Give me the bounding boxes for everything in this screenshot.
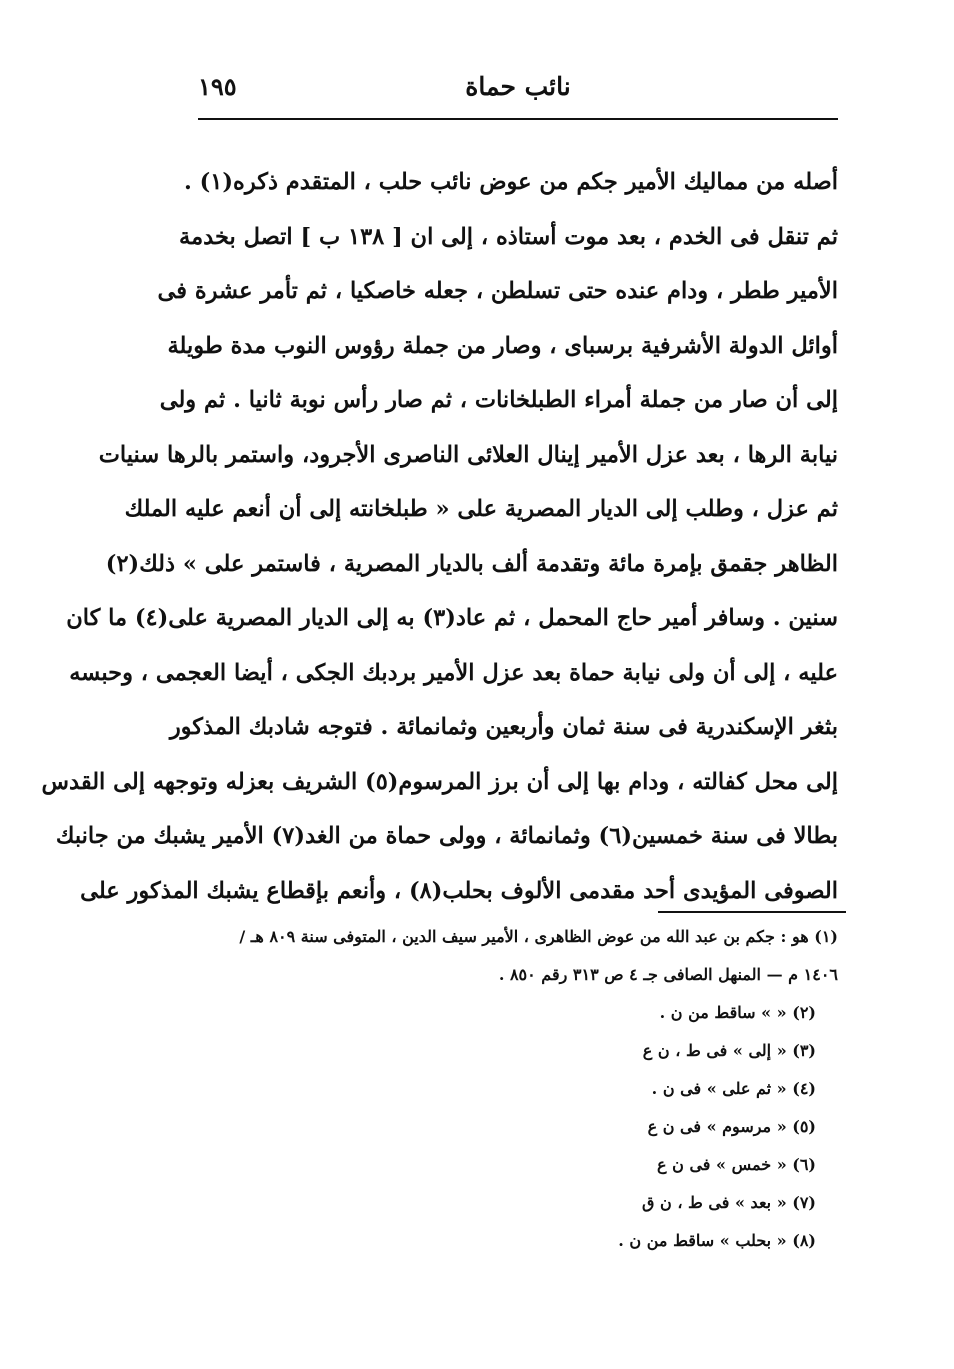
footnote-line: (٧) « بعد » فى ط ، ن ق [642,1193,816,1212]
footnote-line: (٨) « بحلب » ساقط من ن . [618,1231,816,1250]
page-header [198,70,838,114]
text-line: أصله من مماليك الأمير جكم من عوض نائب حلب ، المتقدم ذكره(١) . [183,169,838,195]
footnote-line: ١٤٠٦ م — المنهل الصافى جـ ٤ ص ٣١٣ رقم ٨٥٠ . [498,965,838,984]
footnote-rule [658,911,846,913]
text-line: أوائل الدولة الأشرفية برسباى ، وصار من جملة رؤوس النوب مدة طويلة [167,332,838,359]
text-line: الظاهر جقمق بإمرة مائة وتقدمة ألف بالديار المصرية ، فاستمر على » ذلك(٢) [105,550,838,577]
running-title: نائب حماة [465,72,571,101]
text-line: نيابة الرها ، بعد عزل الأمير إينال العلائى الناصرى الأجرود، واستمر بالرها سنيات [98,441,838,468]
text-line: بطالا فى سنة خمسين(٦) وثمانمائة ، وولى حماة من الغد(٧) الأمير يشبك من جانبك [55,823,838,849]
footnotes [198,918,838,1260]
footnote-line: (٤) « ثم على » فى ن . [651,1079,816,1098]
text-line: الصوفى المؤيدى أحد مقدمى الألوف بحلب(٨) ، وأنعم بإقطاع يشبك المذكور على [80,877,838,904]
page-number: ١٩٥ [198,72,237,101]
text-line: سنين . وسافر أمير حاج المحمل ، ثم عاد(٣) به إلى الديار المصرية على(٤) ما كان [66,605,838,631]
footnote-line: (١) هو : جكم بن عبد الله من عوض الظاهرى ، الأمير سيف الدين ، المتوفى سنة ٨٠٩ هـ / [239,927,838,946]
header-rule [198,118,838,120]
footnote-line: (٥) « مرسوم » فى ن ع [647,1117,816,1136]
footnote-line: (٢) « » ساقط من ن . [659,1003,816,1022]
text-line: الأمير ططر ، ودام عنده حتى تسلطن ، جعله خاصكيا ، ثم تأمر عشرة فى [157,278,838,304]
main-text [41,155,838,918]
footnote-line: (٣) « إلى » فى ط ، ن ع [642,1041,816,1060]
text-line: بثغر الإسكندرية فى سنة ثمان وأربعين وثمانمائة . فتوجه شادبك المذكور [169,714,838,740]
footnote-line: (٦) « خمس » فى ن ع [657,1155,816,1174]
text-line: عليه ، إلى أن ولى نيابة حماة بعد عزل الأمير بردبك الجكى ، أيضا العجمى ، وحبسه [69,659,838,686]
text-line: إلى أن صار من جملة أمراء الطبلخانات ، ثم صار رأس نوبة ثانيا . ثم ولى [159,387,838,413]
text-line: ثم عزل ، وطلب إلى الديار المصرية على « طبلخانته إلى أن أنعم عليه الملك [124,496,838,522]
text-line: إلى محل كفالته ، ودام بها إلى أن برز المرسوم(٥) الشريف بعزله وتوجهه إلى القدس [41,768,838,795]
text-line: ثم تنقل فى الخدم ، بعد موت أستاذه ، إلى ان [ ١٣٨ ب ] اتصل بخدمة [179,223,838,250]
